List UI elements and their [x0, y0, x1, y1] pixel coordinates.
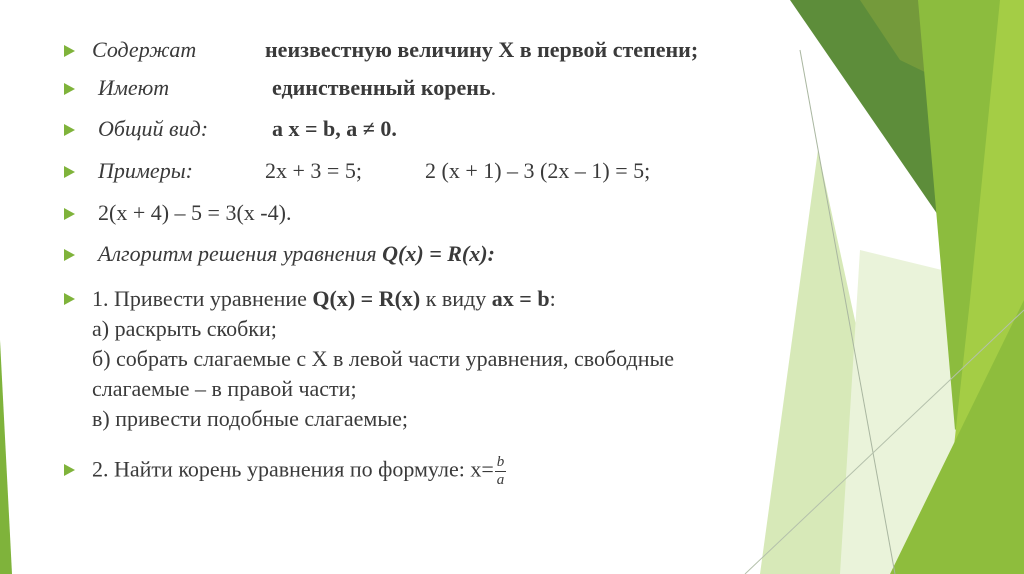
bullet-arrow-icon: [64, 249, 75, 261]
step-2-text: 2. Найти корень уравнения по формуле: x=: [92, 456, 494, 482]
step-1-eq: Q(x) = R(x): [312, 286, 421, 311]
general-form-label: Общий вид:: [98, 116, 209, 141]
bullet-arrow-icon: [64, 45, 75, 57]
bullet-arrow-icon: [64, 208, 75, 220]
step-1-colon: :: [549, 286, 556, 311]
step-1-target: ax = b: [491, 286, 550, 311]
step-1-mid: к виду: [425, 286, 487, 311]
fraction-denominator: a: [496, 472, 505, 488]
contain-text: неизвестную величину X в первой степени;: [265, 37, 699, 62]
contain-label: Содержат: [92, 37, 197, 62]
step-1-line: [92, 284, 674, 314]
have-label: Имеют: [98, 75, 170, 100]
example-2: 2 (x + 1) – 3 (2x – 1) = 5;: [425, 158, 651, 183]
bullet-arrow-icon: [64, 464, 75, 476]
algorithm-formula: Q(x) = R(x):: [382, 241, 495, 266]
algorithm-label: Алгоритм решения уравнения: [98, 241, 377, 266]
examples-label: Примеры:: [98, 158, 193, 183]
fraction-b-over-a: [495, 455, 507, 488]
fraction-numerator: b: [496, 454, 505, 470]
example-3: 2(x + 4) – 5 = 3(x -4).: [98, 200, 292, 225]
bullet-arrow-icon: [64, 293, 75, 305]
have-tail: .: [490, 75, 497, 100]
bullet-arrow-icon: [64, 83, 75, 95]
example-1: 2x + 3 = 5;: [265, 158, 362, 183]
step-1-a: а) раскрыть скобки;: [92, 316, 277, 341]
have-text: единственный корень: [272, 75, 491, 100]
step-1-c: в) привести подобные слагаемые;: [92, 406, 408, 431]
step-1-pre: 1. Привести уравнение: [92, 286, 307, 311]
general-form-formula: a x = b, a ≠ 0.: [272, 116, 397, 141]
bullet-arrow-icon: [64, 166, 75, 178]
step-1-b-line2: слагаемые – в правой части;: [92, 376, 357, 401]
bullet-arrow-icon: [64, 124, 75, 136]
step-1-b-line1: б) собрать слагаемые с X в левой части уравнения, свободные: [92, 346, 675, 371]
